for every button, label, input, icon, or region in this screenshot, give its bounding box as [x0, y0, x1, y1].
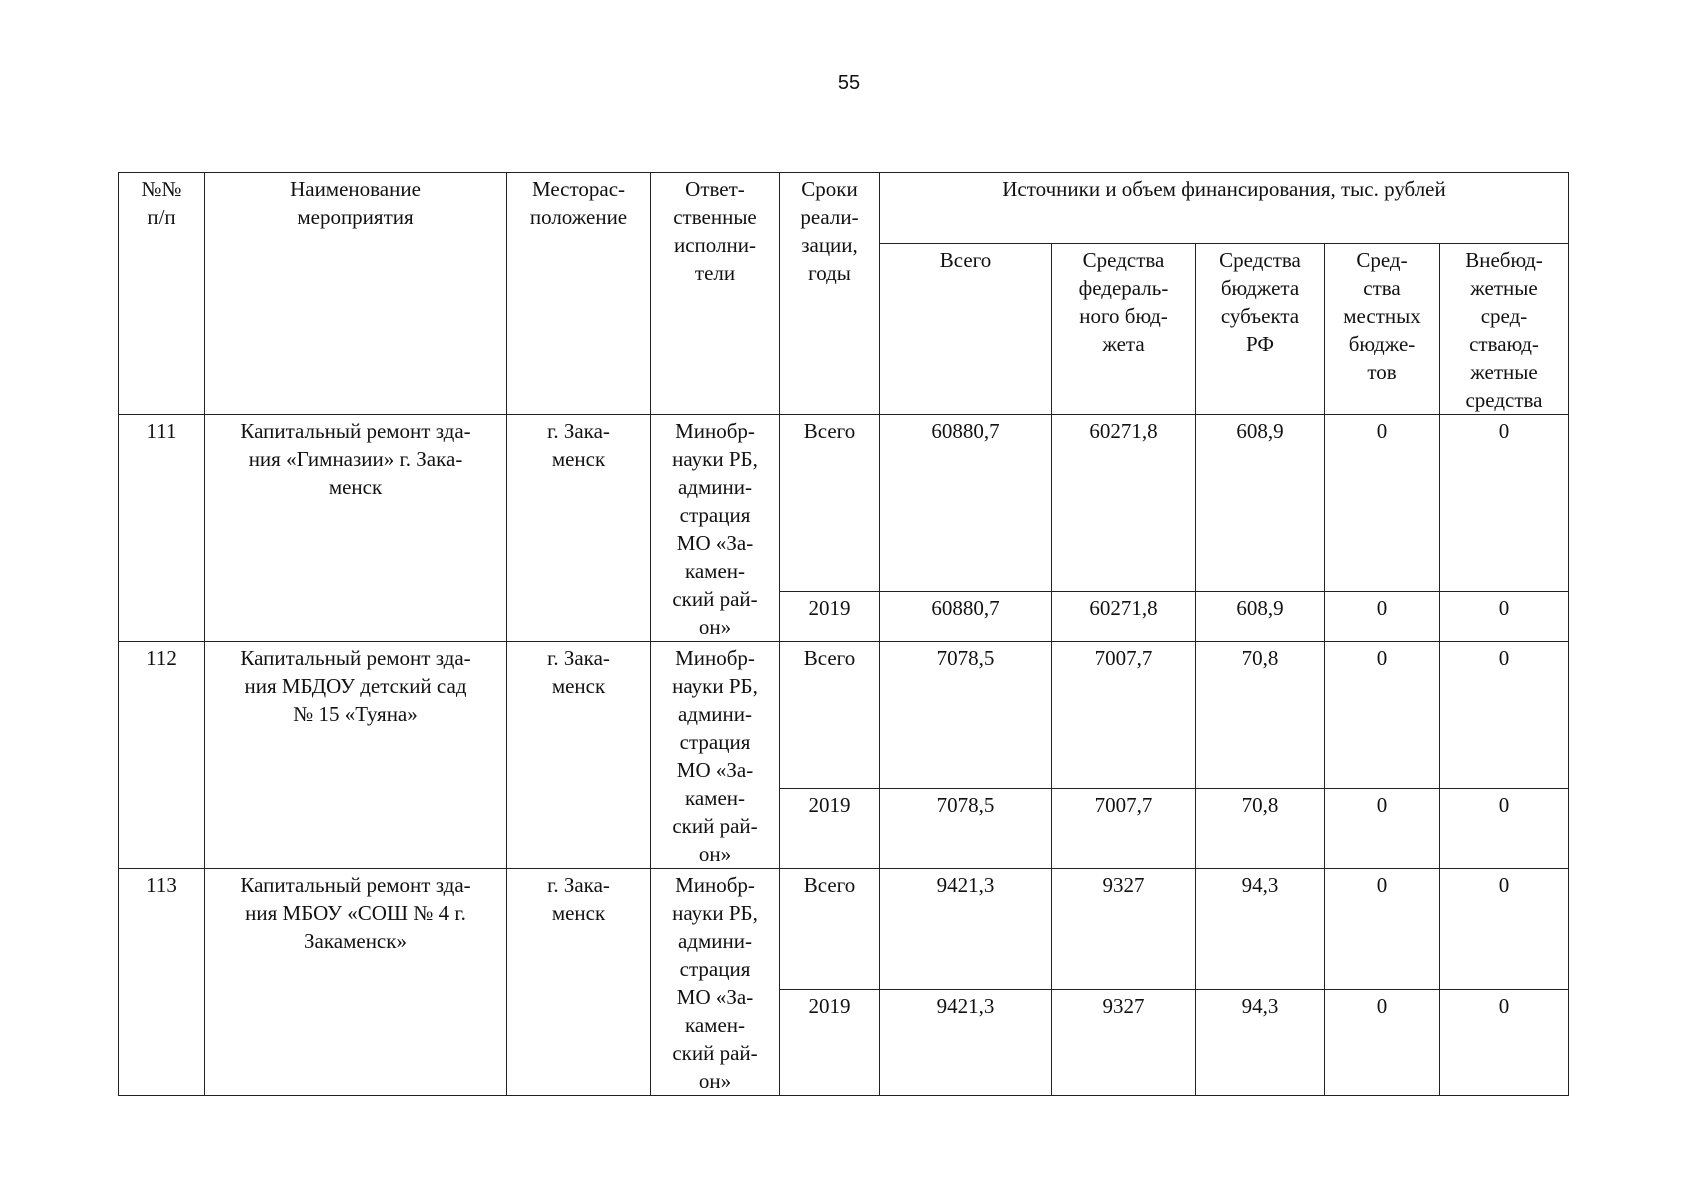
row-local: 0 [1325, 789, 1440, 869]
financing-table [118, 172, 1569, 1096]
row-subject: 94,3 [1196, 869, 1325, 990]
row-federal: 9327 [1052, 869, 1196, 990]
row-location: г. Зака- менск [507, 869, 651, 1096]
header-total: Всего [880, 244, 1052, 415]
row-federal: 60271,8 [1052, 591, 1196, 641]
row-local: 0 [1325, 869, 1440, 990]
row-subject: 608,9 [1196, 415, 1325, 592]
row-federal: 60271,8 [1052, 415, 1196, 592]
row-extra: 0 [1440, 591, 1569, 641]
row-subject: 94,3 [1196, 990, 1325, 1096]
row-extra: 0 [1440, 415, 1569, 592]
row-num: 113 [119, 869, 205, 1096]
header-federal: Средства федераль- ного бюд- жета [1052, 244, 1196, 415]
row-responsible: Минобр- науки РБ, админи- страция МО «За- камен- ский рай- он» [651, 415, 780, 642]
row-federal: 7007,7 [1052, 642, 1196, 789]
row-responsible: Минобр- науки РБ, админи- страция МО «За- камен- ский рай- он» [651, 869, 780, 1096]
row-federal: 7007,7 [1052, 789, 1196, 869]
header-responsible: Ответ- ственные исполни- тели [651, 173, 780, 415]
row-extra: 0 [1440, 789, 1569, 869]
header-period: Сроки реали- зации, годы [780, 173, 880, 415]
row-local: 0 [1325, 642, 1440, 789]
row-name: Капитальный ремонт зда- ния «Гимназии» г. Зака- менск [205, 415, 507, 642]
row-num: 111 [119, 415, 205, 642]
header-subject: Средства бюджета субъекта РФ [1196, 244, 1325, 415]
row-location: г. Зака- менск [507, 642, 651, 869]
row-name: Капитальный ремонт зда- ния МБОУ «СОШ № 4 г. Закаменск» [205, 869, 507, 1096]
header-row-1 [119, 173, 1569, 244]
table-row [119, 415, 1569, 592]
row-local: 0 [1325, 990, 1440, 1096]
row-num: 112 [119, 642, 205, 869]
row-total: 60880,7 [880, 415, 1052, 592]
row-period: Всего [780, 415, 880, 592]
row-responsible: Минобр- науки РБ, админи- страция МО «За- камен- ский рай- он» [651, 642, 780, 869]
row-subject: 70,8 [1196, 642, 1325, 789]
row-period: 2019 [780, 789, 880, 869]
row-period: 2019 [780, 591, 880, 641]
header-extra: Внебюд- жетные сред- стваюд- жетные средства [1440, 244, 1569, 415]
row-period: Всего [780, 642, 880, 789]
page-number: 55 [837, 72, 861, 94]
row-total: 7078,5 [880, 642, 1052, 789]
row-location: г. Зака- менск [507, 415, 651, 642]
row-total: 9421,3 [880, 869, 1052, 990]
row-total: 7078,5 [880, 789, 1052, 869]
row-period: 2019 [780, 990, 880, 1096]
row-total: 9421,3 [880, 990, 1052, 1096]
row-local: 0 [1325, 591, 1440, 641]
header-financing: Источники и объем финансирования, тыс. рублей [880, 173, 1569, 244]
row-period: Всего [780, 869, 880, 990]
header-name: Наименование мероприятия [205, 173, 507, 415]
header-location: Месторас- положение [507, 173, 651, 415]
row-extra: 0 [1440, 642, 1569, 789]
row-federal: 9327 [1052, 990, 1196, 1096]
row-subject: 608,9 [1196, 591, 1325, 641]
row-extra: 0 [1440, 990, 1569, 1096]
table-row [119, 642, 1569, 789]
row-subject: 70,8 [1196, 789, 1325, 869]
header-num: №№ п/п [119, 173, 205, 415]
row-extra: 0 [1440, 869, 1569, 990]
table-row [119, 869, 1569, 990]
row-local: 0 [1325, 415, 1440, 592]
row-name: Капитальный ремонт зда- ния МБДОУ детский сад № 15 «Туяна» [205, 642, 507, 869]
row-total: 60880,7 [880, 591, 1052, 641]
header-local: Сред- ства местных бюдже- тов [1325, 244, 1440, 415]
